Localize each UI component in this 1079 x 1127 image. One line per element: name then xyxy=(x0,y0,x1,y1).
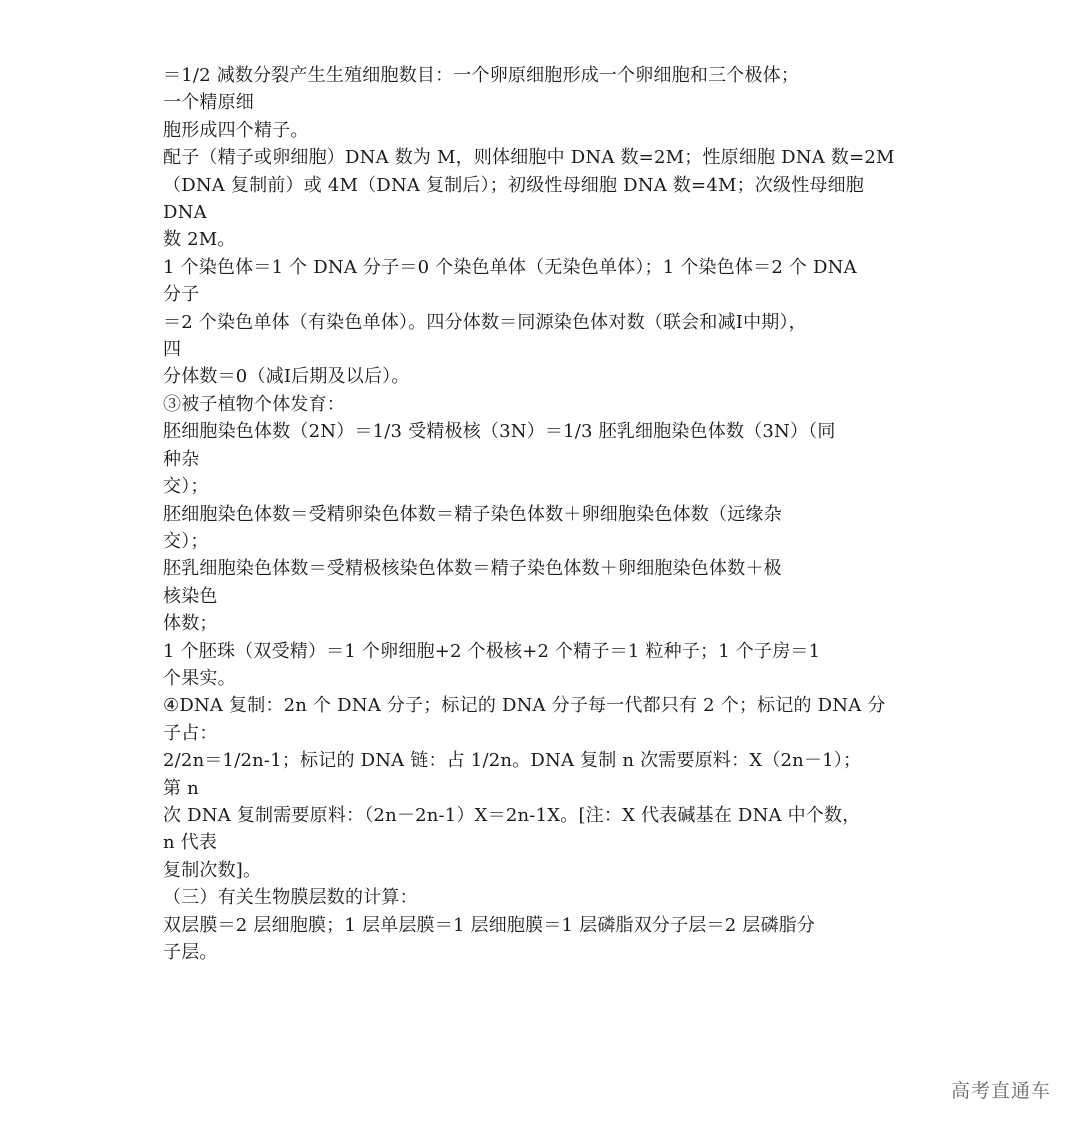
text-line: 数 2M。 xyxy=(163,229,236,251)
text-line: 次 DNA 复制需要原料：（2n－2n-1）X＝2n-1X。[注：X 代表碱基在 DNA 中个数， xyxy=(163,804,861,826)
text-line: 复制次数]。 xyxy=(163,859,262,881)
text-line: 分体数＝0（减Ⅰ后期及以后）。 xyxy=(163,366,410,388)
text-line: 1 个胚珠（双受精）＝1 个卵细胞+2 个极核+2 个精子＝1 粒种子；1 个子房＝1 xyxy=(163,640,821,662)
text-line: ＝2 个染色单体（有染色单体）。四分体数＝同源染色体对数（联会和减Ⅰ中期）， xyxy=(163,311,807,333)
text-line: 个果实。 xyxy=(163,667,236,689)
section-heading: （三）有关生物膜层数的计算： xyxy=(163,887,418,909)
text-line: （DNA 复制前）或 4M（DNA 复制后）；初级性母细胞 DNA 数=4M；次级性母细胞 xyxy=(163,174,864,196)
text-line: 种杂 xyxy=(163,448,200,470)
text-line: n 代表 xyxy=(163,832,218,854)
text-line: 核染色 xyxy=(163,585,218,607)
text-line: 体数； xyxy=(163,613,218,635)
text-line: 1 个染色体＝1 个 DNA 分子＝0 个染色单体（无染色单体）；1 个染色体＝2 个 DNA xyxy=(163,256,857,278)
watermark-text: 高考直通车 xyxy=(950,1080,1051,1102)
text-line: 胚细胞染色体数＝受精卵染色体数＝精子染色体数＋卵细胞染色体数（远缘杂 xyxy=(163,503,782,525)
text-line: 2/2n＝1/2n-1；标记的 DNA 链：占 1/2n。DNA 复制 n 次需要原料：X（2n－1）； xyxy=(163,750,862,772)
text-line: 子占： xyxy=(163,722,218,744)
text-line: 配子（精子或卵细胞）DNA 数为 M，则体细胞中 DNA 数=2M；性原细胞 DNA 数=2M xyxy=(163,147,895,169)
text-line: 一个精原细 xyxy=(163,92,254,114)
text-line: ＝1/2 减数分裂产生生殖细胞数目：一个卵原细胞形成一个卵细胞和三个极体； xyxy=(163,65,800,86)
text-line: DNA xyxy=(163,202,207,224)
text-line: 胞形成四个精子。 xyxy=(163,119,309,141)
text-line: 双层膜＝2 层细胞膜；1 层单层膜＝1 层细胞膜＝1 层磷脂双分子层＝2 层磷脂分 xyxy=(163,914,816,936)
text-line: 分子 xyxy=(163,284,200,306)
text-line: 子层。 xyxy=(163,942,218,963)
text-line: 交）； xyxy=(163,530,209,552)
text-line: 第 n xyxy=(163,777,199,799)
text-line: 四 xyxy=(163,339,182,361)
text-line: ④DNA 复制：2n 个 DNA 分子；标记的 DNA 分子每一代都只有 2 个；标记的 DNA 分 xyxy=(163,695,886,717)
document-body xyxy=(163,62,923,966)
text-line: 胚乳细胞染色体数＝受精极核染色体数＝精子染色体数＋卵细胞染色体数＋极 xyxy=(163,558,782,580)
text-line: 胚细胞染色体数（2N）＝1/3 受精极核（3N）＝1/3 胚乳细胞染色体数（3N）（同 xyxy=(163,421,836,443)
section-heading: ③被子植物个体发育： xyxy=(163,393,345,415)
text-line: 交）； xyxy=(163,476,209,498)
